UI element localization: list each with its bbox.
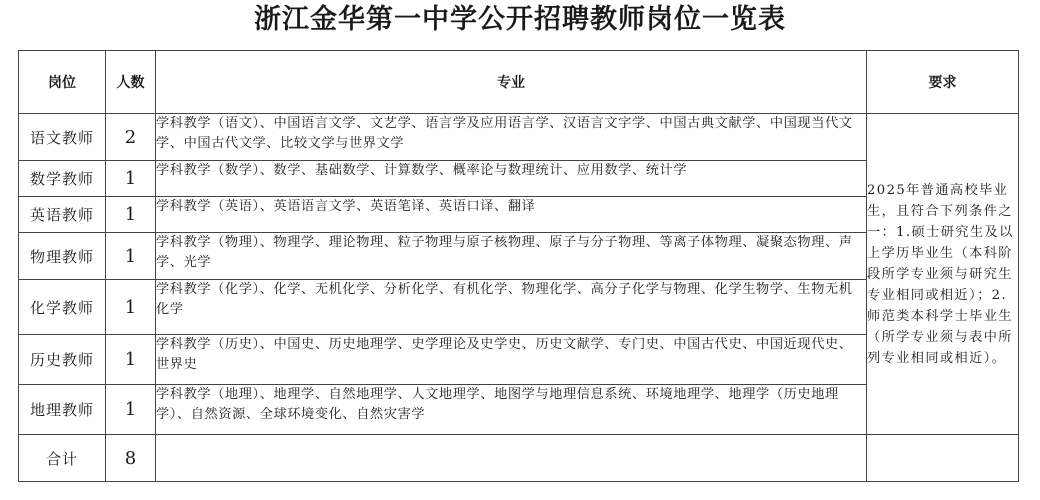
position-cell: 语文教师 — [19, 114, 106, 161]
total-major-empty — [156, 435, 867, 482]
position-cell: 化学教师 — [19, 280, 106, 335]
major-cell: 学科教学（化学）、化学、无机化学、分析化学、有机化学、物理化学、高分子化学与物理、化学生物学、生物无机化学 — [156, 280, 867, 335]
major-cell: 学科教学（地理）、地理学、自然地理学、人文地理学、地图学与地理信息系统、环境地理学、地理学（历史地理学）、自然资源、全球环境变化、自然灾害学 — [156, 385, 867, 435]
table-row — [19, 114, 1019, 161]
count-cell: 2 — [106, 114, 156, 161]
major-cell: 学科教学（英语）、英语语言文学、英语笔译、英语口译、翻译 — [156, 197, 867, 233]
major-cell: 学科教学（数学）、数学、基础数学、计算数学、概率论与数理统计、应用数学、统计学 — [156, 161, 867, 197]
total-requirement-empty — [867, 435, 1019, 482]
count-cell: 1 — [106, 280, 156, 335]
total-label: 合计 — [19, 435, 106, 482]
major-cell: 学科教学（历史）、中国史、历史地理学、史学理论及史学史、历史文献学、专门史、中国古代史、中国近现代史、世界史 — [156, 335, 867, 385]
header-count: 人数 — [106, 51, 156, 114]
major-cell: 学科教学（语文）、中国语言文学、文艺学、语言学及应用语言学、汉语言文字学、中国古典文献学、中国现当代文学、中国古代文学、比较文学与世界文学 — [156, 114, 867, 161]
total-row — [19, 435, 1019, 482]
table-header-row — [19, 51, 1019, 114]
position-cell: 物理教师 — [19, 233, 106, 280]
count-cell: 1 — [106, 161, 156, 197]
position-cell: 英语教师 — [19, 197, 106, 233]
header-major: 专业 — [156, 51, 867, 114]
position-cell: 数学教师 — [19, 161, 106, 197]
major-cell: 学科教学（物理）、物理学、理论物理、粒子物理与原子核物理、原子与分子物理、等离子体物理、凝聚态物理、声学、光学 — [156, 233, 867, 280]
count-cell: 1 — [106, 335, 156, 385]
count-cell: 1 — [106, 233, 156, 280]
requirement-cell: 2025年普通高校毕业生，且符合下列条件之一：1.硕士研究生及以上学历毕业生（本科阶段所学专业须与研究生专业相同或相近）；2.师范类本科学士毕业生（所学专业须与表中所列专业相同或相近）。 — [867, 114, 1019, 435]
header-position: 岗位 — [19, 51, 106, 114]
count-cell: 1 — [106, 197, 156, 233]
count-cell: 1 — [106, 385, 156, 435]
page-title: 浙江金华第一中学公开招聘教师岗位一览表 — [254, 4, 786, 35]
position-cell: 地理教师 — [19, 385, 106, 435]
total-count: 8 — [106, 435, 156, 482]
header-requirement: 要求 — [867, 51, 1019, 114]
position-cell: 历史教师 — [19, 335, 106, 385]
recruitment-table — [18, 50, 1019, 482]
